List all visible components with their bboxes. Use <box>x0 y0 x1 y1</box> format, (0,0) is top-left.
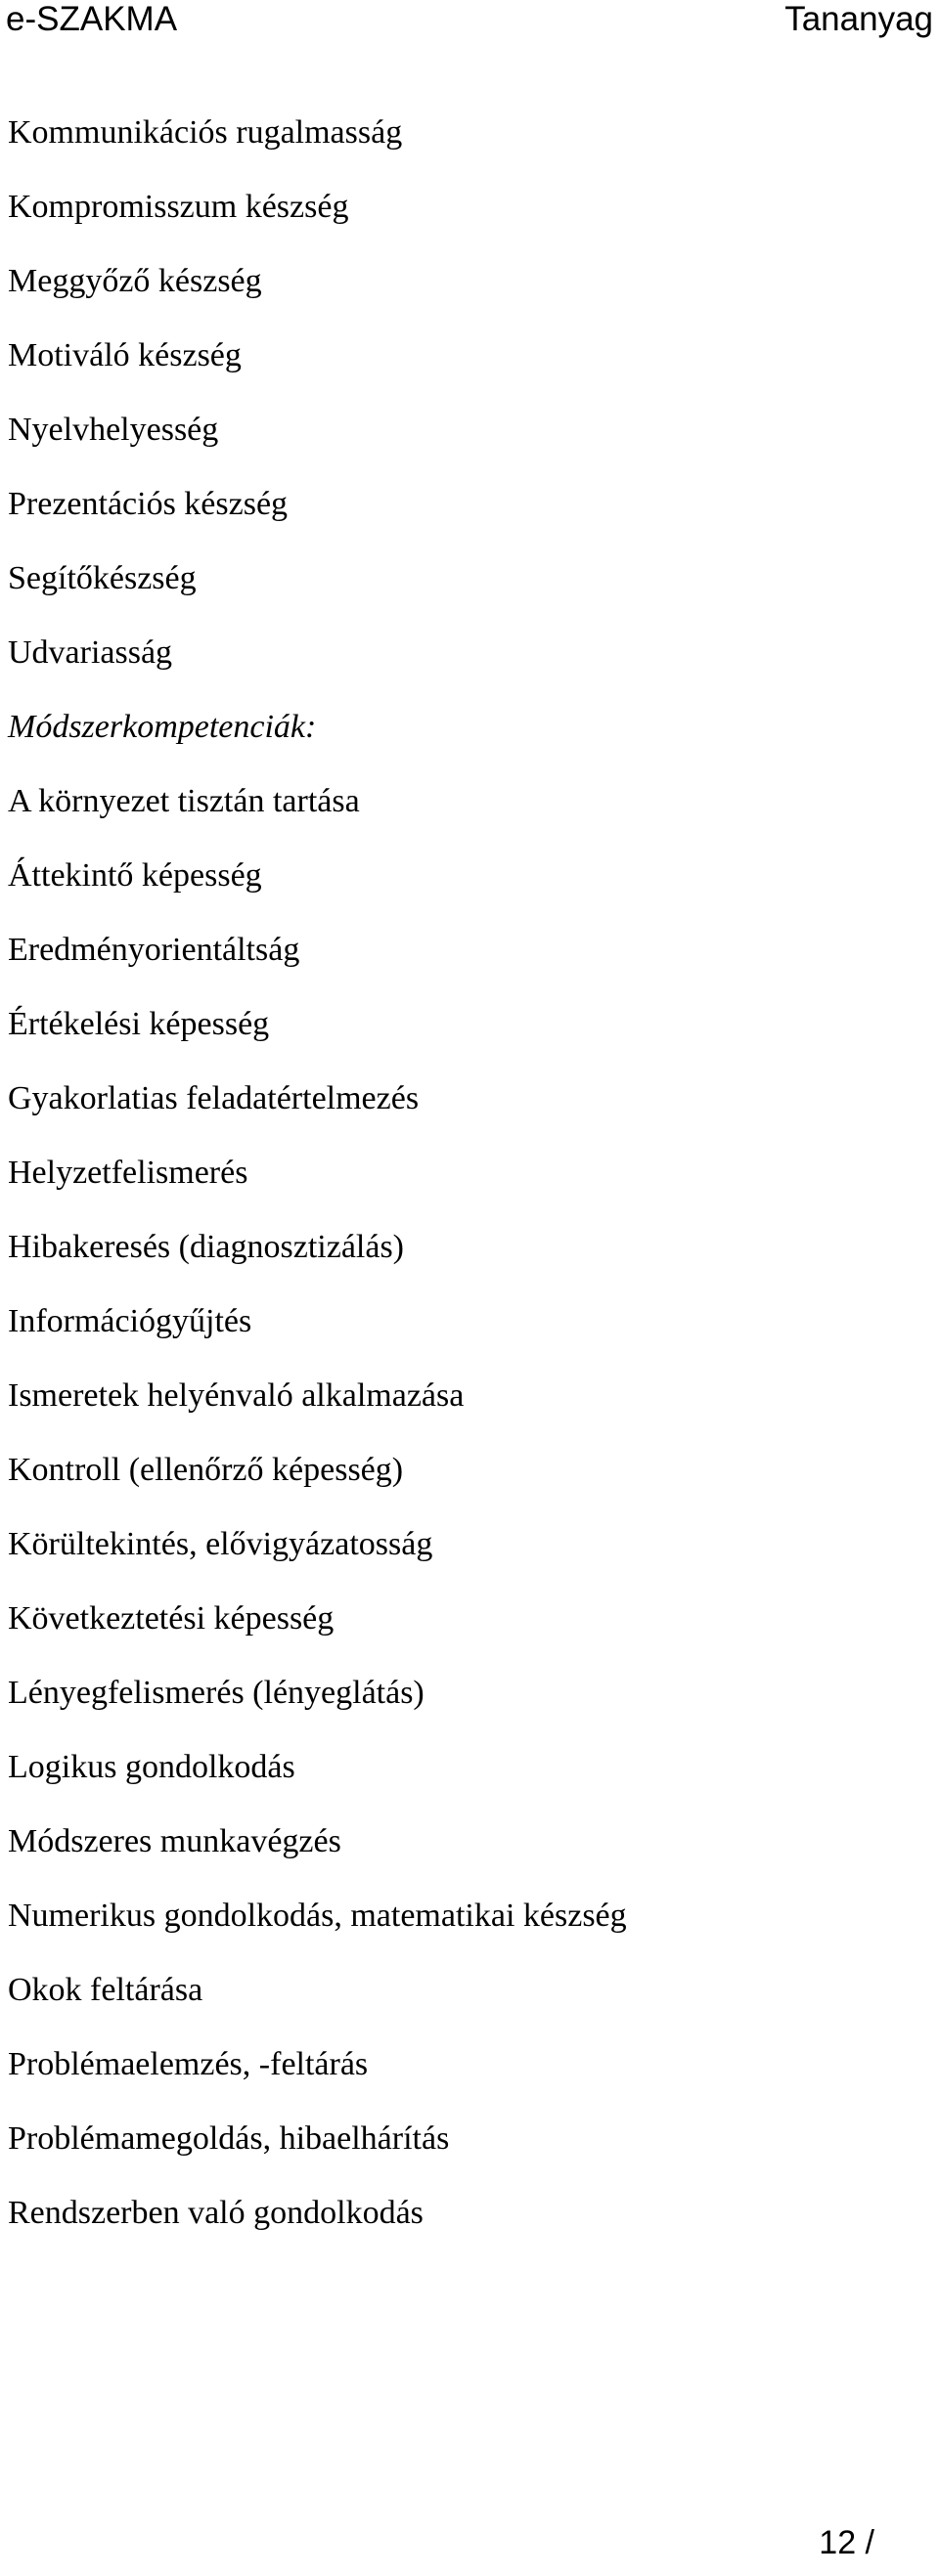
page-header <box>0 0 939 43</box>
list-item: Segítőkészség <box>8 560 197 596</box>
header-section: Tananyag <box>784 0 933 38</box>
list-item: Körültekintés, elővigyázatosság <box>8 1526 433 1562</box>
list-item: Kommunikációs rugalmasság <box>8 114 403 151</box>
competency-list <box>8 108 927 2262</box>
list-item: Problémamegoldás, hibaelhárítás <box>8 2120 450 2157</box>
list-item: Rendszerben való gondolkodás <box>8 2195 424 2231</box>
list-item: A környezet tisztán tartása <box>8 783 360 819</box>
list-item: Értékelési képesség <box>8 1006 270 1042</box>
list-item: Numerikus gondolkodás, matematikai készség <box>8 1898 627 1934</box>
header-brand: e-SZAKMA <box>6 0 178 38</box>
list-item: Problémaelemzés, -feltárás <box>8 2046 369 2082</box>
list-item: Logikus gondolkodás <box>8 1749 295 1785</box>
list-item: Udvariasság <box>8 634 173 671</box>
page-footer <box>0 2517 939 2568</box>
list-item: Információgyűjtés <box>8 1303 252 1339</box>
list-item: Áttekintő képesség <box>8 857 262 894</box>
list-item: Módszeres munkavégzés <box>8 1823 341 1859</box>
page-number: 12 / <box>819 2524 874 2561</box>
section-heading: Módszerkompetenciák: <box>8 709 317 745</box>
list-item: Kontroll (ellenőrző képesség) <box>8 1452 404 1488</box>
list-item: Eredményorientáltság <box>8 932 300 968</box>
list-item: Kompromisszum készség <box>8 189 349 225</box>
list-item: Következtetési képesség <box>8 1600 335 1637</box>
list-item: Gyakorlatias feladatértelmezés <box>8 1080 420 1116</box>
list-item: Okok feltárása <box>8 1972 203 2008</box>
list-item: Hibakeresés (diagnosztizálás) <box>8 1229 404 1265</box>
list-item: Motiváló készség <box>8 337 242 373</box>
list-item: Prezentációs készség <box>8 486 289 522</box>
list-item: Nyelvhelyesség <box>8 412 219 448</box>
list-item: Helyzetfelismerés <box>8 1155 248 1191</box>
list-item: Lényegfelismerés (lényeglátás) <box>8 1675 425 1711</box>
list-item: Meggyőző készség <box>8 263 262 299</box>
list-item: Ismeretek helyénvaló alkalmazása <box>8 1377 465 1414</box>
